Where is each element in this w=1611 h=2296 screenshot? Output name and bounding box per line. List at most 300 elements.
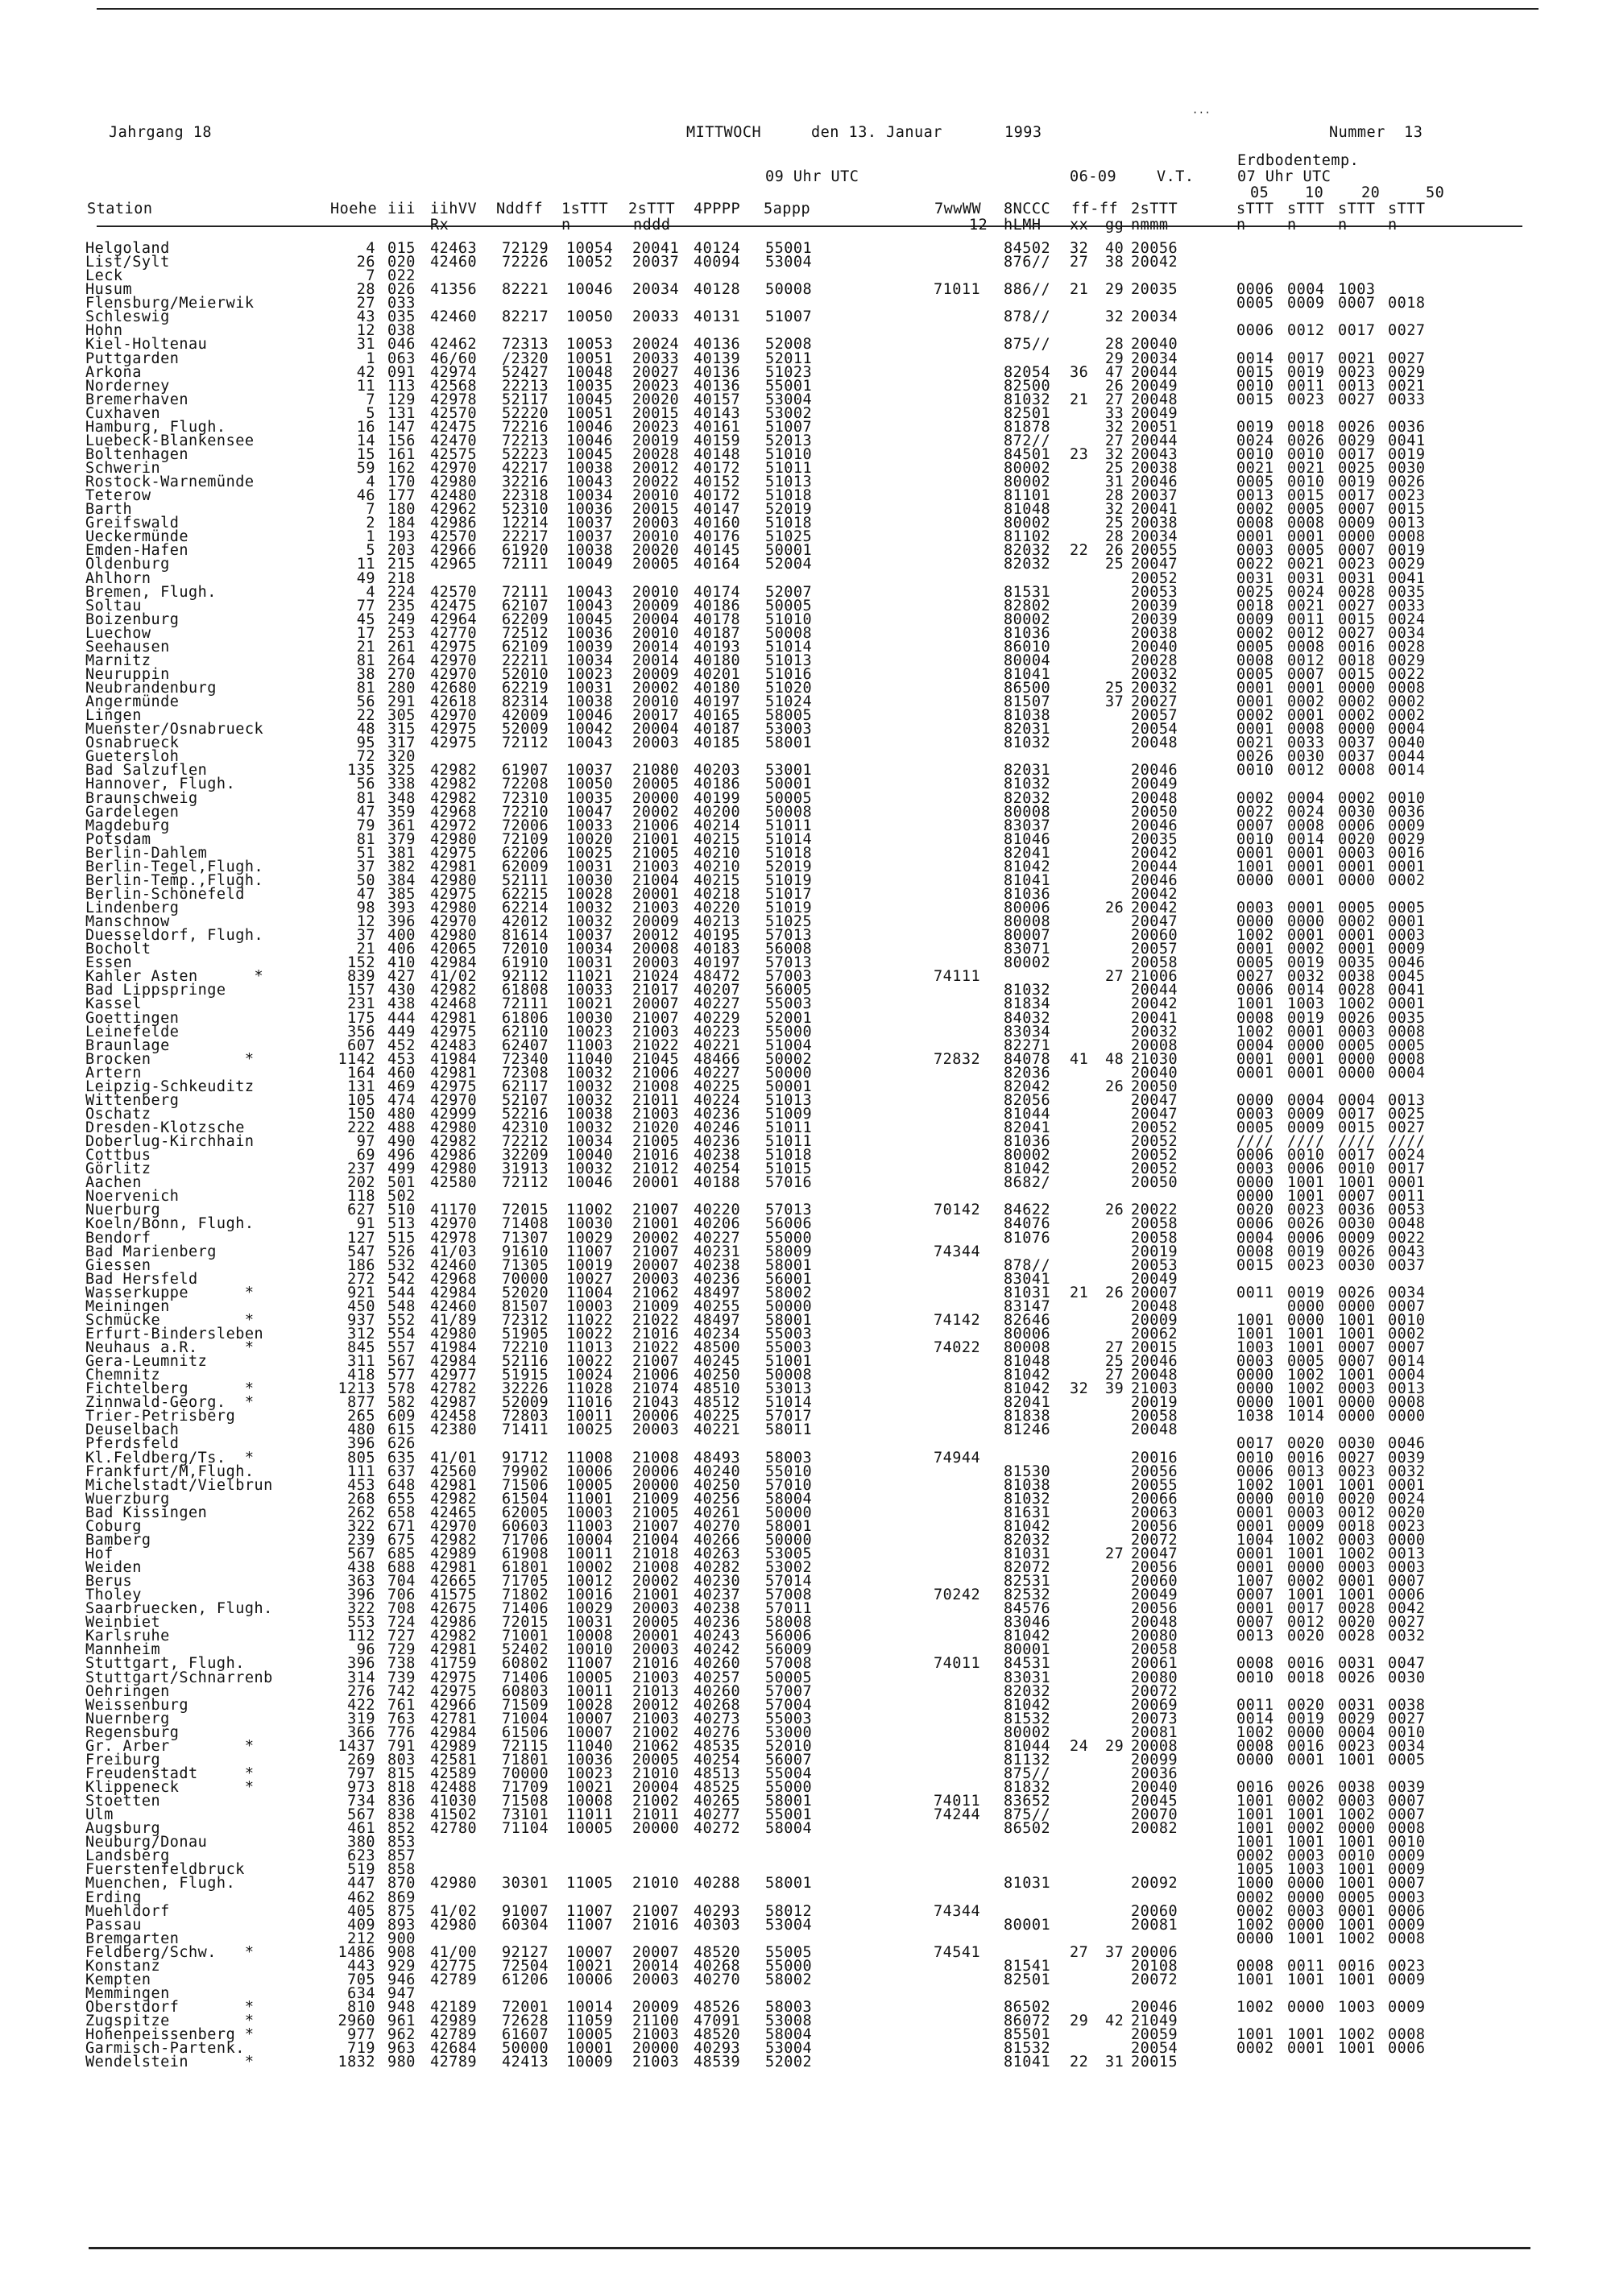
- cell-stt-10: 0031: [1287, 569, 1325, 587]
- cell-iihvv: 42980: [430, 1916, 478, 1934]
- cell-station: Bad Lippspringe: [85, 982, 226, 999]
- cell-stt-50: 0027: [1388, 1710, 1426, 1727]
- cell-stt-20: 0003: [1338, 1023, 1376, 1040]
- cell-stt-50: 0033: [1388, 597, 1426, 614]
- cell-stt-10: 0004: [1287, 281, 1325, 299]
- cell-stt-50: 0005: [1388, 900, 1426, 916]
- col-4pppp: 4PPPP: [694, 201, 741, 217]
- cell-2sttt: 21005: [632, 1504, 680, 1521]
- cell-2sttt: 21016: [632, 1147, 680, 1165]
- cell-hoehe: 212: [347, 1930, 375, 1947]
- cell-5appp: 51018: [765, 515, 813, 532]
- cell-stt-05: 0020: [1236, 1202, 1274, 1219]
- cell-iii: 858: [387, 1861, 416, 1879]
- cell-iii: 393: [387, 900, 416, 916]
- cell-4pppp: 40238: [694, 1600, 741, 1618]
- cell-stt-20: 0026: [1338, 1009, 1376, 1027]
- cell-8nccc: 81048: [1004, 1353, 1051, 1371]
- cell-stt-05: 0010: [1236, 1449, 1274, 1467]
- cell-station: Marnitz: [85, 652, 151, 669]
- cell-station: Oschatz: [85, 1105, 151, 1123]
- cell-stt-10: 0005: [1287, 1353, 1325, 1371]
- sub-hlmh: hLMH: [1004, 217, 1042, 234]
- cell-nddff: 72340: [502, 1050, 549, 1068]
- cell-nddff: 71801: [502, 1751, 549, 1769]
- cell-2sttt: 21001: [632, 1587, 680, 1604]
- cell-hoehe: 95: [356, 734, 375, 752]
- cell-stt-05: 1001: [1236, 1806, 1274, 1824]
- cell-iihvv: 42480: [430, 487, 478, 505]
- cell-hoehe: 461: [347, 1820, 375, 1838]
- cell-hoehe: 96: [356, 1641, 375, 1659]
- cell-5appp: 51018: [765, 844, 813, 862]
- cell-nddff: 72512: [502, 624, 549, 642]
- cell-vt-2sttt: 20063: [1131, 1504, 1178, 1521]
- cell-4pppp: 40215: [694, 871, 741, 889]
- cell-2sttt: 21010: [632, 1764, 680, 1782]
- cell-2sttt: 21022: [632, 1339, 680, 1356]
- cell-stt-10: 0000: [1287, 1875, 1325, 1893]
- cell-iii: 548: [387, 1297, 416, 1315]
- cell-gg: 26: [1105, 1202, 1124, 1219]
- cell-2sttt: 21012: [632, 1160, 680, 1178]
- cell-stt-20: 0007: [1338, 1188, 1376, 1206]
- cell-gg: 25: [1105, 680, 1124, 697]
- cell-iii: 648: [387, 1476, 416, 1494]
- cell-vt-2sttt: 20046: [1131, 762, 1178, 780]
- cell-iii: 348: [387, 789, 416, 807]
- cell-hoehe: 262: [347, 1504, 375, 1521]
- cell-stt-20: 0026: [1338, 1669, 1376, 1686]
- cell-station: Kiel-Holtenau: [85, 336, 208, 354]
- cell-vt-2sttt: 20040: [1131, 1064, 1178, 1082]
- cell-4pppp: 40260: [694, 1682, 741, 1700]
- cell-stt-20: 0019: [1338, 474, 1376, 491]
- cell-gg: 27: [1105, 391, 1124, 408]
- cell-hoehe: 48: [356, 721, 375, 738]
- cell-4pppp: 40229: [694, 1009, 741, 1027]
- cell-stt-10: 0009: [1287, 1119, 1325, 1136]
- cell-iihvv: 42978: [430, 1229, 478, 1247]
- cell-stt-20: 0005: [1338, 900, 1376, 916]
- cell-4pppp: 40201: [694, 665, 741, 683]
- cell-hoehe: 135: [347, 762, 375, 780]
- cell-1sttt: 10051: [566, 404, 614, 422]
- cell-stt-05: 1001: [1236, 1311, 1274, 1329]
- cell-vt-2sttt: 20046: [1131, 474, 1178, 491]
- cell-nddff: 71802: [502, 1587, 549, 1604]
- cell-vt-2sttt: 20058: [1131, 1408, 1178, 1425]
- cell-4pppp: 40180: [694, 652, 741, 669]
- cell-stt-20: 0002: [1338, 707, 1376, 725]
- cell-iihvv: 41/02: [430, 1902, 478, 1920]
- cell-stt-10: 0001: [1287, 1751, 1325, 1769]
- cell-stt-05: 1002: [1236, 927, 1274, 945]
- cell-vt-2sttt: 20058: [1131, 1641, 1178, 1659]
- cell-2sttt: 20015: [632, 404, 680, 422]
- cell-4pppp: 40210: [694, 844, 741, 862]
- cell-4pppp: 40236: [694, 1614, 741, 1632]
- cell-gg: 28: [1105, 528, 1124, 546]
- cell-stt-10: 0004: [1287, 789, 1325, 807]
- cell-hoehe: 28: [356, 281, 375, 299]
- cell-gg: 28: [1105, 487, 1124, 505]
- cell-ff: 29: [1070, 2013, 1089, 2030]
- cell-nddff: 79902: [502, 1462, 549, 1480]
- cell-stt-20: 0005: [1338, 1889, 1376, 1906]
- sub-n: n: [561, 217, 571, 234]
- cell-stt-20: 0023: [1338, 1462, 1376, 1480]
- cell-station: Bamberg: [85, 1531, 151, 1549]
- year: 1993: [1004, 124, 1042, 141]
- cell-hoehe: 447: [347, 1875, 375, 1893]
- cell-hoehe: 21: [356, 941, 375, 958]
- cell-stt-05: 1001: [1236, 1971, 1274, 1988]
- cell-vt-2sttt: 20058: [1131, 1215, 1178, 1233]
- cell-stt-05: 0002: [1236, 1889, 1274, 1906]
- cell-nddff: 61910: [502, 954, 549, 972]
- cell-iihvv: 42770: [430, 624, 478, 642]
- cell-stt-05: 1001: [1236, 1820, 1274, 1838]
- cell-stt-20: 0001: [1338, 858, 1376, 875]
- cell-4pppp: 40256: [694, 1490, 741, 1508]
- cell-iii: 264: [387, 652, 416, 669]
- cell-station: Leipzig-Schkeuditz: [85, 1078, 255, 1095]
- cell-iii: 384: [387, 871, 416, 889]
- cell-2sttt: 21007: [632, 1009, 680, 1027]
- cell-stt-05: 0008: [1236, 652, 1274, 669]
- cell-ff: 32: [1070, 240, 1089, 257]
- cell-stt-05: 0022: [1236, 803, 1274, 821]
- cell-gg: 27: [1105, 1545, 1124, 1562]
- cell-vt-2sttt: 20060: [1131, 927, 1178, 945]
- cell-hoehe: 150: [347, 1105, 375, 1123]
- cell-iii: 963: [387, 2040, 416, 2058]
- cell-stt-05: 0011: [1236, 1696, 1274, 1714]
- cell-stt-50: 0007: [1388, 1339, 1426, 1356]
- cell-iii: 515: [387, 1229, 416, 1247]
- cell-station: Oberstdorf *: [85, 1999, 255, 2016]
- cell-5appp: 53004: [765, 391, 813, 408]
- cell-4pppp: 40246: [694, 1119, 741, 1136]
- cell-station: Emden-Hafen: [85, 542, 189, 560]
- cell-1sttt: 10048: [566, 363, 614, 381]
- cell-iihvv: 42980: [430, 830, 478, 848]
- cell-4pppp: 40152: [694, 474, 741, 491]
- cell-stt-50: 0014: [1388, 762, 1426, 780]
- cell-vt-2sttt: 20056: [1131, 1462, 1178, 1480]
- cell-1sttt: 10028: [566, 1696, 614, 1714]
- cell-nddff: 52009: [502, 1394, 549, 1412]
- cell-iihvv: 42984: [430, 954, 478, 972]
- cell-stt-50: 0003: [1388, 927, 1426, 945]
- cell-5appp: 58002: [765, 1284, 813, 1301]
- col-iii: iii: [387, 201, 416, 217]
- cell-vt-2sttt: 20054: [1131, 2040, 1178, 2058]
- cell-2sttt: 20010: [632, 528, 680, 546]
- cell-5appp: 51013: [765, 652, 813, 669]
- cell-nddff: 72216: [502, 418, 549, 436]
- cell-8nccc: 80008: [1004, 913, 1051, 931]
- cell-iihvv: 42380: [430, 1421, 478, 1439]
- cell-5appp: 56007: [765, 1751, 813, 1769]
- cell-4pppp: 40186: [694, 597, 741, 614]
- cell-4pppp: 40240: [694, 1462, 741, 1480]
- cell-2sttt: 20003: [632, 1600, 680, 1618]
- cell-stt-10: 0002: [1287, 1573, 1325, 1591]
- cell-8nccc: 875//: [1004, 1806, 1051, 1824]
- cell-1sttt: 10050: [566, 776, 614, 793]
- cell-8nccc: 81036: [1004, 885, 1051, 903]
- cell-station: Barth: [85, 501, 133, 519]
- cell-8nccc: 81036: [1004, 1133, 1051, 1151]
- cell-5appp: 55003: [765, 995, 813, 1013]
- cell-stt-50: 0009: [1388, 1847, 1426, 1865]
- cell-vt-2sttt: 20059: [1131, 2026, 1178, 2044]
- cell-8nccc: 86072: [1004, 2013, 1051, 2030]
- cell-1sttt: 10039: [566, 638, 614, 656]
- cell-4pppp: 40263: [694, 1545, 741, 1562]
- cell-vt-2sttt: 20092: [1131, 1875, 1178, 1893]
- bottom-rule: [89, 2247, 1530, 2249]
- cell-stt-10: 1002: [1287, 1367, 1325, 1384]
- cell-7wwww: 74022: [934, 1339, 981, 1356]
- cell-stt-05: 1007: [1236, 1573, 1274, 1591]
- cell-vt-2sttt: 20040: [1131, 336, 1178, 354]
- cell-vt-2sttt: 20049: [1131, 377, 1178, 395]
- cell-hoehe: 47: [356, 803, 375, 821]
- cell-iii: 406: [387, 941, 416, 958]
- cell-ff: 21: [1070, 1284, 1089, 1301]
- cell-stt-10: 0008: [1287, 817, 1325, 834]
- cell-hoehe: 396: [347, 1587, 375, 1604]
- cell-stt-20: 0029: [1338, 432, 1376, 449]
- cell-iihvv: 42966: [430, 1696, 478, 1714]
- cell-stt-50: 0007: [1388, 1806, 1426, 1824]
- cell-vt-2sttt: 20034: [1131, 308, 1178, 326]
- cell-iii: 020: [387, 254, 416, 271]
- cell-stt-20: 0001: [1338, 1902, 1376, 1920]
- cell-vt-2sttt: 20041: [1131, 1009, 1178, 1027]
- cell-stt-05: 0002: [1236, 501, 1274, 519]
- cell-stt-20: 1001: [1338, 1916, 1376, 1934]
- station-table: [0, 242, 1611, 2070]
- cell-stt-50: 0002: [1388, 693, 1426, 711]
- cell-vt-2sttt: 20038: [1131, 515, 1178, 532]
- cell-1sttt: 10028: [566, 885, 614, 903]
- cell-5appp: 51010: [765, 610, 813, 628]
- cell-2sttt: 21080: [632, 762, 680, 780]
- cell-hoehe: 81: [356, 830, 375, 848]
- cell-4pppp: 40220: [694, 900, 741, 916]
- cell-1sttt: 10038: [566, 542, 614, 560]
- cell-5appp: 55003: [765, 1339, 813, 1356]
- cell-iii: 946: [387, 1971, 416, 1988]
- cell-iii: 869: [387, 1889, 416, 1906]
- cell-5appp: 55001: [765, 240, 813, 257]
- cell-iii: 033: [387, 295, 416, 312]
- cell-8nccc: 81041: [1004, 871, 1051, 889]
- cell-8nccc: 82041: [1004, 1119, 1051, 1136]
- col-stt-10: sTTT: [1287, 201, 1325, 217]
- cell-4pppp: 40272: [694, 1820, 741, 1838]
- cell-stt-05: 0008: [1236, 1655, 1274, 1673]
- cell-1sttt: 10054: [566, 240, 614, 257]
- cell-stt-10: 0020: [1287, 1696, 1325, 1714]
- cell-nddff: 71307: [502, 1229, 549, 1247]
- cell-stt-10: 0011: [1287, 377, 1325, 395]
- cell-iihvv: 42458: [430, 1408, 478, 1425]
- cell-1sttt: 10022: [566, 1325, 614, 1342]
- cell-4pppp: 40136: [694, 377, 741, 395]
- cell-2sttt: 21009: [632, 1297, 680, 1315]
- cell-stt-50: 0041: [1388, 569, 1426, 587]
- cell-vt-2sttt: 20022: [1131, 1202, 1178, 1219]
- cell-stt-05: 0005: [1236, 954, 1274, 972]
- cell-vt-2sttt: 20051: [1131, 418, 1178, 436]
- cell-station: Hohenpeissenberg *: [85, 2026, 255, 2044]
- col-stt-05: sTTT: [1236, 201, 1274, 217]
- cell-iihvv: 42975: [430, 885, 478, 903]
- cell-vt-2sttt: 20047: [1131, 1105, 1178, 1123]
- cell-stt-50: 0008: [1388, 680, 1426, 697]
- cell-iihvv: 42618: [430, 693, 478, 711]
- cell-5appp: 56009: [765, 1641, 813, 1659]
- cell-iihvv: 42982: [430, 1628, 478, 1645]
- cell-station: Potsdam: [85, 830, 151, 848]
- cell-hoehe: 438: [347, 1559, 375, 1576]
- cell-5appp: 51014: [765, 1394, 813, 1412]
- cell-iii: 502: [387, 1188, 416, 1206]
- cell-4pppp: 40139: [694, 350, 741, 367]
- cell-nddff: 52310: [502, 501, 549, 519]
- cell-stt-20: 0030: [1338, 1215, 1376, 1233]
- cell-stt-50: 0013: [1388, 1091, 1426, 1109]
- col-vt-2sttt: 2sTTT: [1131, 201, 1178, 217]
- cell-stt-20: 0037: [1338, 734, 1376, 752]
- cell-vt-2sttt: 20053: [1131, 583, 1178, 601]
- cell-5appp: 53000: [765, 1723, 813, 1741]
- cell-iihvv: 42789: [430, 2054, 478, 2071]
- cell-stt-10: 0003: [1287, 1902, 1325, 1920]
- cell-1sttt: 10023: [566, 1023, 614, 1040]
- cell-iii: 791: [387, 1737, 416, 1755]
- cell-4pppp: 40268: [694, 1957, 741, 1975]
- cell-iihvv: 42970: [430, 1215, 478, 1233]
- cell-iii: 359: [387, 803, 416, 821]
- cell-vt-2sttt: 20038: [1131, 624, 1178, 642]
- cell-stt-50: 0020: [1388, 1504, 1426, 1521]
- cell-hoehe: 269: [347, 1751, 375, 1769]
- cell-station: Seehausen: [85, 638, 170, 656]
- cell-iii: 184: [387, 515, 416, 532]
- cell-stt-50: 0013: [1388, 1380, 1426, 1398]
- cell-ff: 21: [1070, 281, 1089, 299]
- cell-iihvv: 42984: [430, 1723, 478, 1741]
- cell-stt-50: 0009: [1388, 1861, 1426, 1879]
- cell-stt-10: 0001: [1287, 900, 1325, 916]
- cell-1sttt: 10036: [566, 501, 614, 519]
- cell-1sttt: 10053: [566, 336, 614, 354]
- cell-iihvv: 42999: [430, 1105, 478, 1123]
- cell-hoehe: 81: [356, 789, 375, 807]
- cell-stt-10: 0024: [1287, 583, 1325, 601]
- cell-nddff: 42413: [502, 2054, 549, 2071]
- cell-stt-10: 1001: [1287, 1394, 1325, 1412]
- cell-stt-10: 0001: [1287, 528, 1325, 546]
- cell-stt-50: 0009: [1388, 817, 1426, 834]
- cell-iihvv: 42065: [430, 941, 478, 958]
- cell-iii: 488: [387, 1119, 416, 1136]
- cell-iii: 113: [387, 377, 416, 395]
- cell-nddff: 61806: [502, 1009, 549, 1027]
- cell-8nccc: 81076: [1004, 1229, 1051, 1247]
- cell-1sttt: 10031: [566, 954, 614, 972]
- cell-hoehe: 26: [356, 254, 375, 271]
- cell-1sttt: 10011: [566, 1682, 614, 1700]
- cell-1sttt: 10047: [566, 803, 614, 821]
- cell-stt-20: 0006: [1338, 817, 1376, 834]
- cell-8nccc: 83041: [1004, 1270, 1051, 1288]
- cell-iii: 177: [387, 487, 416, 505]
- cell-4pppp: 40266: [694, 1531, 741, 1549]
- cell-stt-20: 0012: [1338, 1504, 1376, 1521]
- cell-hoehe: 5: [366, 542, 375, 560]
- cell-hoehe: 56: [356, 776, 375, 793]
- cell-stt-20: 1001: [1338, 2040, 1376, 2058]
- cell-1sttt: 10043: [566, 474, 614, 491]
- cell-stt-50: 0001: [1388, 1174, 1426, 1192]
- cell-stt-05: 0000: [1236, 1394, 1274, 1412]
- cell-stt-20: 0000: [1338, 721, 1376, 738]
- cell-iii: 379: [387, 830, 416, 848]
- cell-stt-20: 0018: [1338, 652, 1376, 669]
- cell-nddff: 62209: [502, 610, 549, 628]
- cell-station: Bremerhaven: [85, 391, 189, 408]
- cell-hoehe: 322: [347, 1600, 375, 1618]
- cell-stt-20: 0009: [1338, 515, 1376, 532]
- cell-stt-50: 0008: [1388, 2026, 1426, 2044]
- cell-5appp: 51014: [765, 638, 813, 656]
- cell-8nccc: 84502: [1004, 240, 1051, 257]
- cell-5appp: 52004: [765, 556, 813, 573]
- cell-1sttt: 10029: [566, 1229, 614, 1247]
- cell-4pppp: 40225: [694, 1408, 741, 1425]
- cell-stt-05: 0002: [1236, 707, 1274, 725]
- cell-8nccc: 80006: [1004, 900, 1051, 916]
- cell-iii: 552: [387, 1311, 416, 1329]
- cell-5appp: 57007: [765, 1682, 813, 1700]
- cell-stt-20: 0001: [1338, 1573, 1376, 1591]
- cell-ff: 22: [1070, 542, 1089, 560]
- cell-iihvv: 41030: [430, 1793, 478, 1810]
- cell-nddff: 60304: [502, 1916, 549, 1934]
- cell-stt-05: 0001: [1236, 528, 1274, 546]
- cell-1sttt: 11005: [566, 1875, 614, 1893]
- cell-hoehe: 839: [347, 968, 375, 986]
- cell-iihvv: 42975: [430, 844, 478, 862]
- cell-iihvv: 42975: [430, 721, 478, 738]
- cell-iii: 980: [387, 2054, 416, 2071]
- cell-2sttt: 21043: [632, 1394, 680, 1412]
- cell-4pppp: 40220: [694, 1202, 741, 1219]
- cell-nddff: 62214: [502, 900, 549, 916]
- cell-stt-20: 1001: [1338, 1587, 1376, 1604]
- cell-iihvv: 42465: [430, 1504, 478, 1521]
- cell-hoehe: 719: [347, 2040, 375, 2058]
- cell-nddff: 12214: [502, 515, 549, 532]
- cell-1sttt: 10043: [566, 583, 614, 601]
